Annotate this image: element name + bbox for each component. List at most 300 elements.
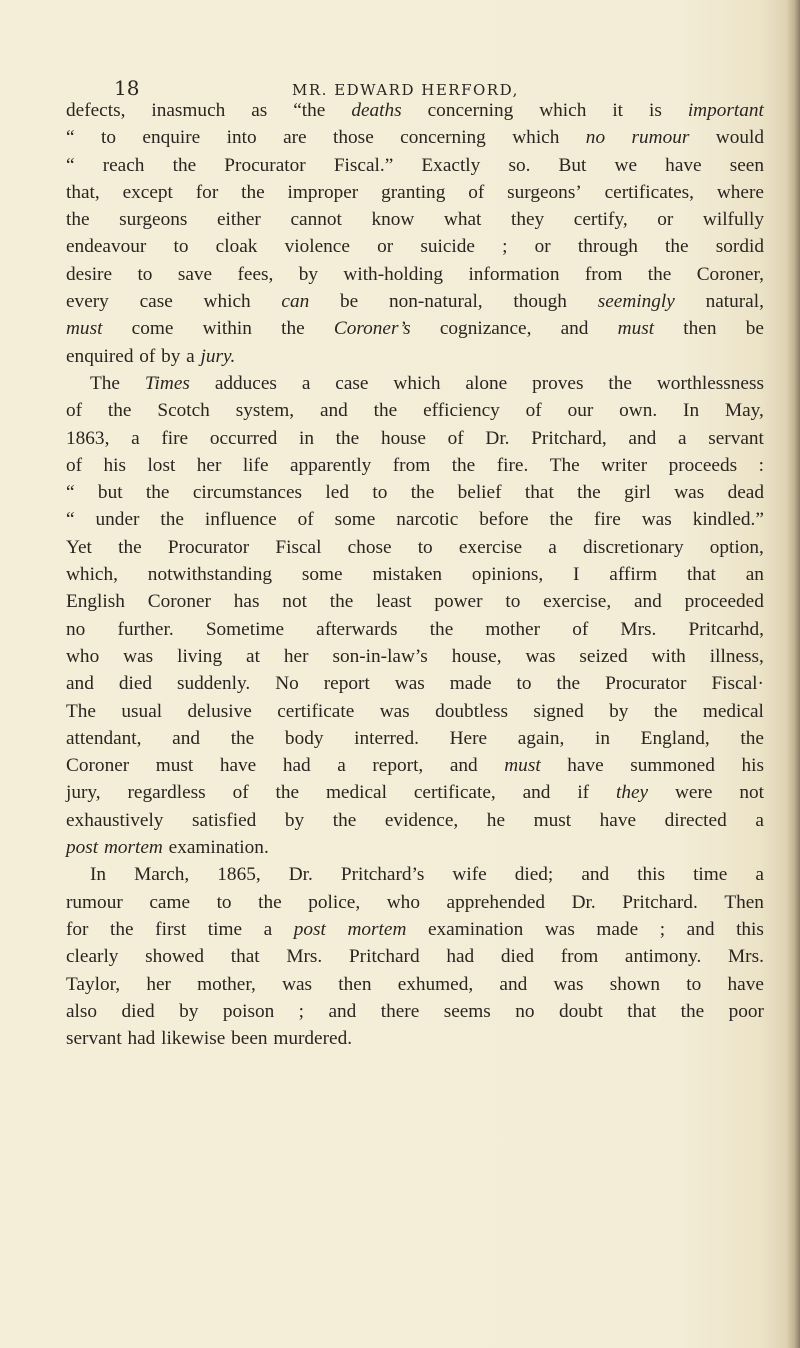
italic-word: mortem	[103, 837, 163, 859]
text-line	[66, 916, 764, 943]
word: though	[513, 291, 567, 313]
word: certificate,	[413, 782, 496, 804]
word: the	[230, 727, 255, 749]
word: or	[534, 236, 551, 258]
word: the	[665, 236, 689, 258]
word: proceeded	[684, 591, 764, 613]
word: with	[651, 645, 686, 667]
italic-word: post	[66, 837, 99, 859]
word: fire	[594, 509, 621, 531]
word: a	[755, 809, 764, 831]
word: afterwards	[316, 618, 398, 640]
word: or	[377, 236, 394, 258]
word: ;	[298, 1000, 305, 1022]
text-line	[66, 124, 764, 151]
word: granting	[381, 181, 446, 203]
word: as	[251, 100, 268, 121]
word: concerning	[427, 100, 514, 121]
word: Coroner	[66, 755, 130, 777]
word: have	[665, 154, 702, 176]
word: narcotic	[396, 509, 459, 531]
word: option,	[709, 536, 764, 558]
word: the	[275, 782, 300, 804]
word: the	[608, 372, 632, 394]
word: by	[284, 809, 305, 831]
word: the	[241, 181, 265, 203]
word: “	[66, 127, 75, 149]
word: where	[716, 181, 764, 203]
word: mother,	[197, 973, 256, 995]
word: Mrs.	[286, 946, 323, 968]
text-line	[66, 233, 764, 260]
word: so.	[508, 154, 531, 176]
word: of	[139, 345, 156, 367]
word: that	[230, 946, 260, 968]
word: the	[118, 536, 142, 558]
word: have	[567, 755, 604, 777]
word: the	[160, 509, 184, 531]
word: Pritchard.	[622, 891, 698, 913]
word: Mrs.	[728, 946, 764, 968]
text-line	[66, 998, 764, 1025]
word: violence	[284, 236, 350, 258]
word: Mrs.	[620, 618, 657, 640]
word: who	[386, 891, 420, 913]
word: he	[486, 809, 505, 831]
word: a	[131, 427, 140, 449]
word: likewise	[161, 1028, 226, 1050]
word: the	[451, 454, 476, 476]
word: the	[653, 700, 678, 722]
word: Coroner	[147, 591, 211, 613]
word: Pritchard’s	[340, 864, 425, 886]
word: Procurator	[167, 536, 250, 558]
word: for	[195, 181, 219, 203]
body-text	[66, 97, 764, 1052]
word: was	[394, 673, 425, 695]
word: “	[66, 509, 75, 531]
word: surgeons’	[507, 181, 582, 203]
word: belief	[457, 482, 502, 504]
word: and	[172, 727, 201, 749]
word: be	[745, 318, 764, 340]
text-line	[66, 425, 764, 452]
word: the	[329, 591, 354, 613]
italic-word: deaths	[351, 100, 402, 121]
word: which	[539, 100, 587, 121]
word: In	[683, 400, 700, 422]
word: wife	[452, 864, 487, 886]
word: power	[434, 591, 483, 613]
word: this	[736, 918, 764, 940]
italic-word: must	[617, 318, 655, 340]
word: Pritcarhd,	[688, 618, 764, 640]
word: report,	[372, 755, 424, 777]
word: affirm	[609, 564, 658, 586]
word: to	[516, 673, 532, 695]
word: except	[122, 181, 173, 203]
word: came	[149, 891, 190, 913]
word: to	[100, 127, 116, 149]
word: signed	[533, 700, 584, 722]
word: a	[337, 755, 346, 777]
text-line	[66, 861, 764, 888]
word: what	[443, 209, 482, 231]
word: was	[544, 918, 575, 940]
word: mother	[485, 618, 541, 640]
word: which	[512, 127, 560, 149]
word: police,	[308, 891, 361, 913]
word: which	[203, 291, 251, 313]
word: a	[677, 427, 687, 449]
word: was	[553, 973, 584, 995]
text-line	[66, 534, 764, 561]
word: chose	[347, 536, 392, 558]
word: Fiscal.”	[333, 154, 394, 176]
text-line	[66, 670, 764, 697]
word: then	[338, 973, 372, 995]
word: Dr.	[485, 427, 510, 449]
text-line	[66, 616, 764, 643]
word: regardless	[127, 782, 206, 804]
text-line	[66, 315, 764, 342]
word: and	[66, 673, 94, 695]
word: I	[573, 564, 580, 586]
word: certificates,	[604, 181, 694, 203]
word: his	[741, 755, 764, 777]
word: died	[118, 673, 153, 695]
word: that,	[66, 181, 100, 203]
word: of	[468, 181, 485, 203]
word: doubtless	[435, 700, 508, 722]
text-line	[66, 807, 764, 834]
word: lost	[147, 454, 176, 476]
word: Here	[449, 727, 488, 749]
word: that	[686, 564, 716, 586]
word: Exactly	[421, 154, 481, 176]
word: and	[581, 864, 610, 886]
word: England,	[640, 727, 710, 749]
word: of	[66, 400, 83, 422]
word: the	[373, 400, 398, 422]
word: No	[275, 673, 299, 695]
word: to	[173, 236, 189, 258]
word: either	[216, 209, 261, 231]
word: the	[549, 509, 574, 531]
word: “	[66, 482, 75, 504]
word: writer	[601, 454, 648, 476]
word: Yet	[66, 536, 92, 558]
italic-word: jury.	[200, 345, 236, 367]
word: occurred	[209, 427, 278, 449]
word: to	[216, 891, 232, 913]
word: usual	[121, 700, 163, 722]
italic-word: can	[281, 291, 310, 313]
word: body	[284, 727, 324, 749]
word: examination	[427, 918, 524, 940]
word: least	[376, 591, 412, 613]
word: Taylor,	[66, 973, 121, 995]
word: Procurator	[605, 673, 687, 695]
word: to	[686, 973, 702, 995]
word: and	[449, 755, 478, 777]
word: died;	[514, 864, 554, 886]
word: desire	[66, 263, 113, 285]
word: of	[447, 427, 464, 449]
word: the	[172, 154, 197, 176]
word: must	[533, 809, 572, 831]
word: and	[499, 973, 528, 995]
word: fees,	[237, 263, 274, 285]
word: been	[231, 1028, 268, 1050]
word: Procurator	[224, 154, 306, 176]
word: in	[595, 727, 610, 749]
word: cloak	[215, 236, 258, 258]
text-line	[66, 206, 764, 233]
text-line	[66, 261, 764, 288]
word: of	[572, 618, 589, 640]
word: were	[674, 782, 713, 804]
word: and	[319, 400, 348, 422]
text-line	[66, 779, 764, 806]
word: at	[246, 645, 260, 667]
text-line	[66, 698, 764, 725]
word: which	[393, 372, 441, 394]
word: from	[584, 263, 623, 285]
word: through	[577, 236, 638, 258]
italic-word: rumour	[631, 127, 690, 149]
word: house	[380, 427, 426, 449]
text-line	[66, 1025, 764, 1052]
word: the	[577, 482, 601, 504]
word: before	[479, 509, 529, 531]
word: delusive	[187, 700, 252, 722]
italic-word: mortem	[347, 918, 407, 940]
word: also	[66, 1000, 98, 1022]
word: we	[614, 154, 638, 176]
text-line	[66, 752, 764, 779]
text-line	[66, 288, 764, 315]
word: exhaustively	[66, 809, 164, 831]
word: and	[328, 1000, 357, 1022]
word: her	[283, 645, 309, 667]
word: her	[146, 973, 171, 995]
word: was	[123, 645, 154, 667]
word: by	[609, 700, 629, 722]
word: some	[301, 564, 343, 586]
word: system,	[235, 400, 295, 422]
word: The	[90, 372, 120, 394]
word: who	[66, 645, 100, 667]
word: Dr.	[571, 891, 596, 913]
word: it	[612, 100, 624, 121]
word: had	[282, 755, 311, 777]
text-line	[66, 588, 764, 615]
word: that	[524, 482, 554, 504]
word: if	[577, 782, 590, 804]
word: reach	[102, 154, 145, 176]
word: every	[66, 291, 109, 313]
word: dead	[727, 482, 764, 504]
word: this	[637, 864, 666, 886]
word: the	[740, 727, 764, 749]
word: first	[155, 918, 187, 940]
word: seems	[443, 1000, 491, 1022]
word: living	[177, 645, 223, 667]
word: worthlessness	[656, 372, 764, 394]
word: are	[283, 127, 307, 149]
word: Sometime	[205, 618, 285, 640]
word: and	[522, 782, 551, 804]
word: showed	[145, 946, 205, 968]
word: the	[680, 1000, 705, 1022]
word: case	[139, 291, 173, 313]
word: directed	[664, 809, 727, 831]
word: Dr.	[288, 864, 313, 886]
word: clearly	[66, 946, 119, 968]
word: but	[97, 482, 123, 504]
word: those	[333, 127, 374, 149]
word: died	[121, 1000, 155, 1022]
word: girl	[624, 482, 651, 504]
word: the	[332, 809, 357, 831]
text-line	[66, 343, 764, 370]
text-line	[66, 397, 764, 424]
italic-word: seemingly	[597, 291, 675, 313]
word: of	[66, 454, 83, 476]
word: and	[686, 918, 715, 940]
word: natural,	[705, 291, 764, 313]
word: servant	[708, 427, 764, 449]
word: must	[155, 755, 194, 777]
word: was	[674, 482, 705, 504]
text-line	[66, 971, 764, 998]
word: notwithstanding	[147, 564, 273, 586]
word: and	[628, 427, 657, 449]
word: certify,	[573, 209, 628, 231]
word: died	[500, 946, 535, 968]
word: for	[66, 918, 89, 940]
word: “	[66, 154, 75, 176]
italic-word: Coroner’s	[333, 318, 411, 340]
word: :	[758, 454, 764, 476]
word: report	[323, 673, 370, 695]
word: discretionary	[582, 536, 684, 558]
text-line	[66, 834, 764, 861]
word: own.	[619, 400, 658, 422]
word: shown	[609, 973, 661, 995]
word: proves	[532, 372, 584, 394]
word: that	[627, 1000, 657, 1022]
word: jury,	[66, 782, 101, 804]
word: Fiscal	[275, 536, 322, 558]
text-line	[66, 561, 764, 588]
word: doubt	[558, 1000, 603, 1022]
word: they	[510, 209, 545, 231]
word: come	[131, 318, 174, 340]
word: save	[177, 263, 213, 285]
word: the	[110, 918, 134, 940]
word: May,	[724, 400, 764, 422]
italic-word: they	[615, 782, 649, 804]
word: an	[745, 564, 764, 586]
word: adduces	[214, 372, 277, 394]
word: again,	[517, 727, 565, 749]
word: rumour	[66, 891, 123, 913]
word: inasmuch	[151, 100, 226, 121]
word: was	[641, 509, 672, 531]
word: alone	[465, 372, 508, 394]
word: Then	[724, 891, 764, 913]
word: the	[281, 318, 305, 340]
word: suicide	[420, 236, 475, 258]
word: the	[410, 482, 435, 504]
word: the	[66, 209, 90, 231]
text-line	[66, 452, 764, 479]
word: no	[515, 1000, 535, 1022]
text-line	[66, 152, 764, 179]
word: medical	[325, 782, 387, 804]
word: into	[226, 127, 257, 149]
word: had	[127, 1028, 156, 1050]
word: a	[186, 345, 195, 367]
word: The	[549, 454, 580, 476]
word: cannot	[290, 209, 342, 231]
word: have	[219, 755, 257, 777]
word: the	[556, 673, 581, 695]
italic-word: post	[293, 918, 326, 940]
word: from	[392, 454, 431, 476]
word: made	[449, 673, 492, 695]
word: In	[90, 864, 107, 886]
word: mistaken	[372, 564, 443, 586]
word: would	[715, 127, 764, 149]
page-gutter-shadow	[786, 0, 800, 1348]
word: endeavour	[66, 236, 147, 258]
word: further.	[117, 618, 174, 640]
word: poor	[728, 1000, 764, 1022]
word: the	[258, 891, 282, 913]
word: his	[103, 454, 127, 476]
word: within	[202, 318, 252, 340]
word: by	[161, 345, 181, 367]
word: interred.	[354, 727, 419, 749]
word: our	[567, 400, 594, 422]
word: Pritchard	[348, 946, 420, 968]
word: medical	[702, 700, 764, 722]
italic-word: important	[687, 100, 764, 121]
word: exercise	[458, 536, 523, 558]
word: efficiency	[423, 400, 500, 422]
word: enquired	[66, 345, 134, 367]
word: to	[417, 536, 433, 558]
word: 1863,	[66, 427, 110, 449]
word: the	[335, 427, 360, 449]
word: has	[233, 591, 260, 613]
word: examination.	[168, 837, 269, 859]
word: have	[599, 809, 637, 831]
word: cognizance,	[439, 318, 532, 340]
word: of	[297, 509, 314, 531]
word: 1865,	[217, 864, 261, 886]
word: to	[372, 482, 388, 504]
word: exercise,	[543, 591, 612, 613]
word: was	[525, 645, 556, 667]
word: not	[739, 782, 764, 804]
word: the	[107, 400, 132, 422]
page-number: 18	[114, 76, 140, 100]
word: the	[145, 482, 170, 504]
